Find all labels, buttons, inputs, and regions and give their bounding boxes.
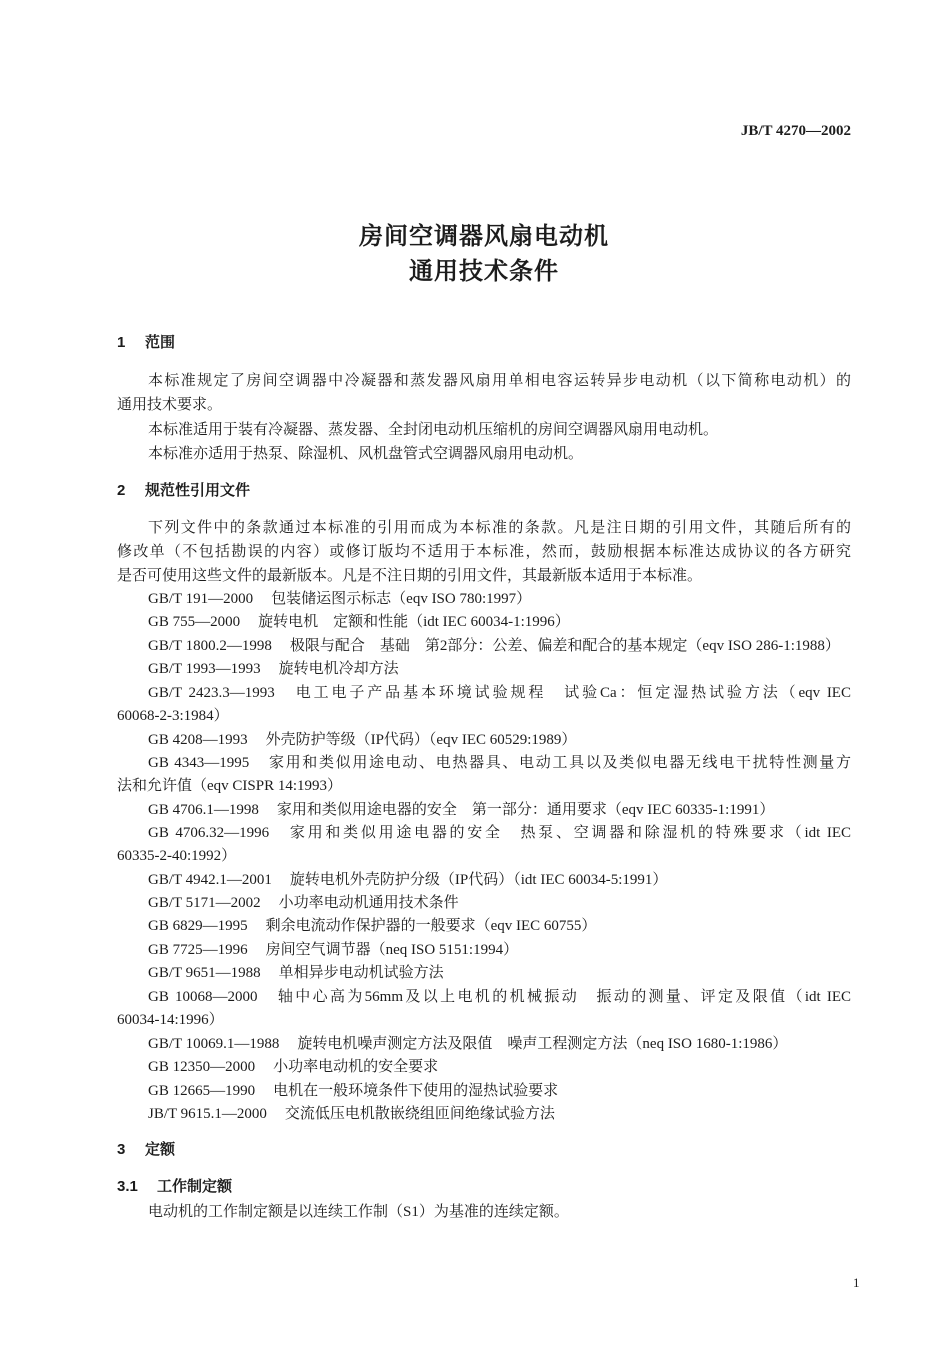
document-title-line-1: 房间空调器风扇电动机 <box>359 223 609 250</box>
subsection-number: 3.1 <box>117 1178 138 1195</box>
paragraph-line: 通用技术要求。 <box>117 397 223 413</box>
reference-title: 旋转电机冷却方法 <box>278 661 399 677</box>
reference-continuation: 法和允许值（eqv CISPR 14:1993） <box>117 778 343 794</box>
reference-code: GB 4343—1995 <box>148 755 250 771</box>
reference-code: GB 10068—2000 <box>148 989 258 1005</box>
reference-code: GB 4706.1—1998 <box>148 802 259 818</box>
reference-title: 极限与配合 基础 第2部分：公差、偏差和配合的基本规定（eqv ISO 286-1:1988） <box>289 638 840 654</box>
reference-code: GB 7725—1996 <box>148 942 248 958</box>
document-code-header: JB/T 4270—2002 <box>740 123 851 139</box>
reference-entry <box>148 870 851 890</box>
reference-entry <box>148 987 851 1007</box>
reference-title: 旋转电机外壳防护分级（IP代码）（idt IEC 60034-5:1991） <box>289 872 668 888</box>
reference-title: 轴中心高为56mm及以上电机的机械振动 振动的测量、评定及限值（idt IEC <box>275 989 851 1005</box>
reference-entry <box>148 893 851 913</box>
section-number: 1 <box>117 334 126 351</box>
reference-continuation: 60335-2-40:1992） <box>117 848 237 864</box>
section-number: 3 <box>117 1141 126 1158</box>
reference-entry <box>148 963 851 983</box>
reference-code: GB 4706.32—1996 <box>148 825 270 841</box>
section-2-heading <box>117 481 851 501</box>
section-title: 范围 <box>145 334 176 351</box>
paragraph-line: 下列文件中的条款通过本标准的引用而成为本标准的条款。凡是注日期的引用文件，其随后所有的 <box>148 520 851 536</box>
paragraph-line: 本标准适用于装有冷凝器、蒸发器、全封闭电动机压缩机的房间空调器风扇用电动机。 <box>148 422 719 438</box>
section-title: 定额 <box>145 1141 176 1158</box>
reference-code: GB 755—2000 <box>148 614 241 630</box>
section-3-heading <box>117 1140 851 1160</box>
reference-code: GB/T 10069.1—1988 <box>148 1036 280 1052</box>
paragraph-line: 电动机的工作制定额是以连续工作制（S1）为基准的连续定额。 <box>148 1204 569 1220</box>
reference-code: GB 12665—1990 <box>148 1083 256 1099</box>
reference-continuation: 60068-2-3:1984） <box>117 708 229 724</box>
reference-title: 小功率电动机通用技术条件 <box>278 895 459 911</box>
reference-entry <box>148 612 851 632</box>
paragraph-line: 本标准规定了房间空调器中冷凝器和蒸发器风扇用单相电容运转异步电动机（以下简称电动机）的 <box>148 373 851 389</box>
page-number: 1 <box>853 1275 860 1290</box>
reference-code: GB/T 4942.1—2001 <box>148 872 272 888</box>
paragraph-line: 修改单（不包括勘误的内容）或修订版均不适用于本标准，然而，鼓励根据本标准达成协议的各方研究 <box>117 544 851 560</box>
reference-title: 旋转电机 定额和性能（idt IEC 60034-1:1996） <box>258 614 570 630</box>
reference-title: 电工电子产品基本环境试验规程 试验Ca：恒定湿热试验方法（eqv IEC <box>292 685 851 701</box>
reference-code: GB/T 1800.2—1998 <box>148 638 272 654</box>
reference-title: 旋转电机噪声测定方法及限值 噪声工程测定方法（neq ISO 1680-1:1986） <box>297 1036 788 1052</box>
reference-code: GB/T 9651—1988 <box>148 965 261 981</box>
reference-entry <box>148 940 851 960</box>
reference-entry <box>148 1057 851 1077</box>
reference-entry <box>148 1081 851 1101</box>
reference-entry <box>148 683 851 703</box>
reference-code: GB 6829—1995 <box>148 918 248 934</box>
section-1-heading <box>117 333 851 353</box>
reference-code: GB/T 1993—1993 <box>148 661 261 677</box>
reference-code: GB/T 2423.3—1993 <box>148 685 275 701</box>
reference-entry <box>148 589 851 609</box>
reference-title: 家用和类似用途电器的安全 热泵、空调器和除湿机的特殊要求（idt IEC <box>287 825 851 841</box>
document-title-line-2: 通用技术条件 <box>409 258 559 285</box>
reference-title: 单相异步电动机试验方法 <box>278 965 444 981</box>
reference-title: 交流低压电机散嵌绕组匝间绝缘试验方法 <box>284 1106 555 1122</box>
reference-code: GB/T 5171—2002 <box>148 895 261 911</box>
reference-entry <box>148 800 851 820</box>
section-title: 规范性引用文件 <box>145 482 251 499</box>
reference-title: 小功率电动机的安全要求 <box>273 1059 439 1075</box>
reference-title: 外壳防护等级（IP代码）（eqv IEC 60529:1989） <box>265 732 577 748</box>
paragraph-line: 是否可使用这些文件的最新版本。凡是不注日期的引用文件，其最新版本适用于本标准。 <box>117 568 703 584</box>
subsection-3-1-heading <box>117 1177 851 1197</box>
reference-title: 房间空气调节器（neq ISO 5151:1994） <box>265 942 519 958</box>
reference-entry <box>148 730 851 750</box>
reference-entry <box>148 1104 851 1124</box>
reference-continuation: 60034-14:1996） <box>117 1012 224 1028</box>
paragraph-line: 本标准亦适用于热泵、除湿机、风机盘管式空调器风扇用电动机。 <box>148 446 584 462</box>
reference-code: JB/T 9615.1—2000 <box>148 1106 267 1122</box>
reference-entry <box>148 1034 851 1054</box>
reference-entry <box>148 636 851 656</box>
reference-entry <box>148 916 851 936</box>
reference-code: GB/T 191—2000 <box>148 591 254 607</box>
reference-title: 家用和类似用途电器的安全 第一部分：通用要求（eqv IEC 60335-1:1991） <box>276 802 775 818</box>
reference-title: 包装储运图示标志（eqv ISO 780:1997） <box>271 591 532 607</box>
reference-title: 家用和类似用途电动、电热器具、电动工具以及类似电器无线电干扰特性测量方 <box>267 755 851 771</box>
section-number: 2 <box>117 482 126 499</box>
reference-title: 剩余电流动作保护器的一般要求（eqv IEC 60755） <box>265 918 597 934</box>
reference-title: 电机在一般环境条件下使用的湿热试验要求 <box>273 1083 559 1099</box>
subsection-title: 工作制定额 <box>157 1178 233 1195</box>
reference-entry <box>148 753 851 773</box>
reference-code: GB 4208—1993 <box>148 732 248 748</box>
reference-entry <box>148 659 851 679</box>
reference-entry <box>148 823 851 843</box>
reference-code: GB 12350—2000 <box>148 1059 256 1075</box>
